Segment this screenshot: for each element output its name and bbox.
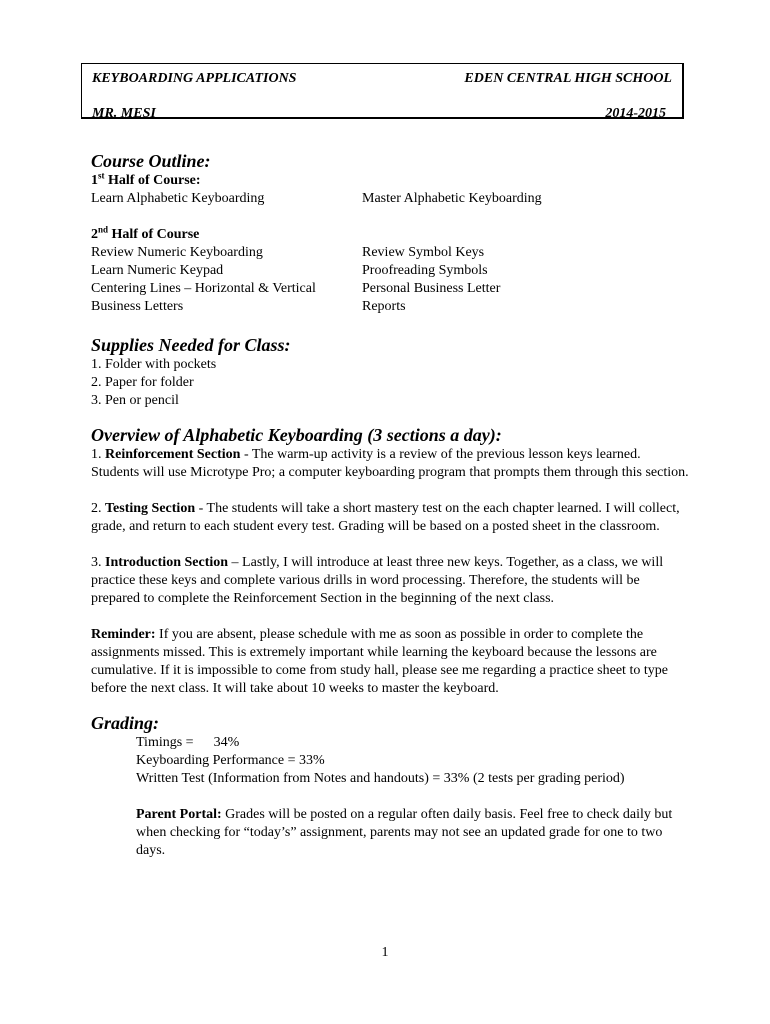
second-half-topics <box>91 244 691 316</box>
topic-item: Review Numeric Keyboarding <box>91 245 263 260</box>
school-year: 2014-2015 <box>605 106 666 121</box>
topic-item: Centering Lines – Horizontal & Vertical <box>91 281 316 296</box>
grading-heading: Grading: <box>91 713 160 733</box>
topic-item: Review Symbol Keys <box>362 245 485 260</box>
section-name: Introduction Section <box>105 555 229 570</box>
page-number: 1 <box>381 945 389 960</box>
supplies-heading: Supplies Needed for Class: <box>91 335 291 355</box>
reinforcement-paragraph: 1. Reinforcement Section - The warm-up activity is a review of the previous lesson keys learned. Students will use Microtype Pro; a computer keyboarding program that prompts them through this section. <box>91 447 689 480</box>
grading-performance: Keyboarding Performance = 33% <box>136 753 325 768</box>
reminder-label: Reminder: <box>91 627 156 642</box>
grading-details <box>91 734 691 860</box>
topic-item: Reports <box>362 299 406 314</box>
overview-heading: Overview of Alphabetic Keyboarding (3 sections a day): <box>91 425 502 445</box>
parent-portal-paragraph: Parent Portal: Grades will be posted on a regular often daily basis. Feel free to check daily but when checking for “today’s” assignment, parents may not see an updated grade for one to two days. <box>136 807 673 858</box>
second-half-heading: 2nd Half of Course <box>91 224 200 242</box>
grading-timings: Timings = 34% <box>136 735 240 750</box>
topic-item: Learn Numeric Keypad <box>91 263 224 278</box>
testing-paragraph: 2. Testing Section - The students will take a short mastery test on the each chapter learned. I will collect, grade, and return to each student every test. Grading will be based on a posted sheet in the classroom. <box>91 501 680 534</box>
parent-portal-label: Parent Portal: <box>136 807 222 822</box>
topic-item: Personal Business Letter <box>362 281 501 296</box>
section-name: Testing Section <box>105 501 196 516</box>
section-name: Reinforcement Section <box>105 447 241 462</box>
header-box <box>81 63 684 119</box>
teacher-name: MR. MESI <box>92 106 156 121</box>
supply-item: 2. Paper for folder <box>91 375 194 390</box>
supplies-list <box>91 356 691 410</box>
first-half-topics <box>91 190 691 208</box>
header-row-bottom <box>92 105 672 123</box>
topic-item: Business Letters <box>91 299 184 314</box>
document-body <box>91 150 691 860</box>
reminder-paragraph: Reminder: If you are absent, please schedule with me as soon as possible in order to complete the assignments missed. This is extremely important while learning the keyboard because the lessons are cumulative. If it is impossible to come from study hall, please see me regarding a practice sheet to type before the next class. It will take about 10 weeks to master the keyboard. <box>91 627 668 696</box>
course-name: KEYBOARDING APPLICATIONS <box>92 71 297 86</box>
school-name: EDEN CENTRAL HIGH SCHOOL <box>464 71 672 86</box>
topic-item: Learn Alphabetic Keyboarding <box>91 191 265 206</box>
introduction-paragraph: 3. Introduction Section – Lastly, I will introduce at least three new keys. Together, as a class, we will practice these keys and complete various drills in word processing. Therefore, the students will be prepared to complete the Reinforcement Section in the beginning of the next class. <box>91 555 664 606</box>
topic-item: Master Alphabetic Keyboarding <box>362 191 542 206</box>
supply-item: 3. Pen or pencil <box>91 393 179 408</box>
supply-item: 1. Folder with pockets <box>91 357 217 372</box>
course-outline-heading: Course Outline: <box>91 151 211 171</box>
first-half-heading: 1st Half of Course: <box>91 170 201 188</box>
grading-written-test: Written Test (Information from Notes and handouts) = 33% (2 tests per grading period) <box>136 771 625 786</box>
topic-item: Proofreading Symbols <box>362 263 488 278</box>
header-row-top <box>92 70 672 88</box>
